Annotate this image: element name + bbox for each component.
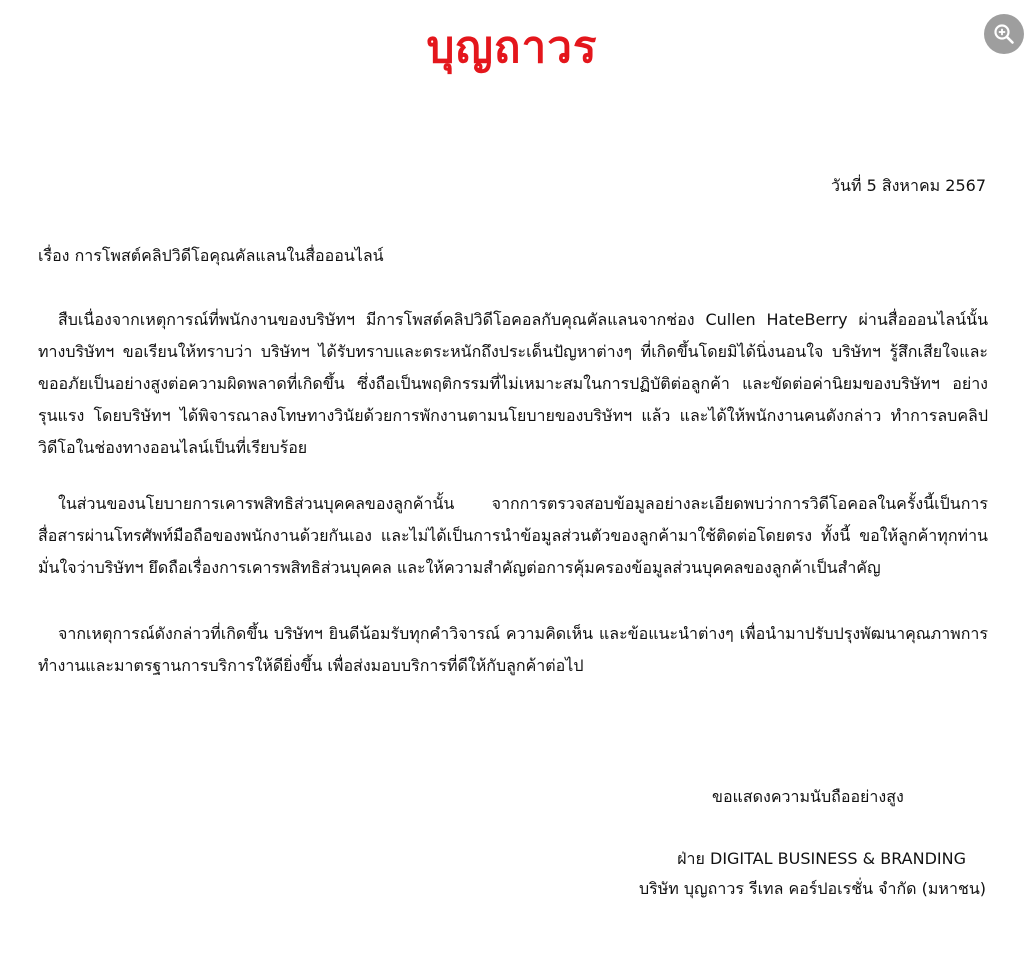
letter-subject: เรื่อง การโพสต์คลิปวิดีโอคุณคัลแลนในสื่อออนไลน์ [38,246,384,265]
signature-company: บริษัท บุญถาวร รีเทล คอร์ปอเรชั่น จำกัด (มหาชน) [638,879,986,898]
zoom-in-icon [993,23,1015,45]
signature-department: ฝ่าย DIGITAL BUSINESS & BRANDING [677,849,966,868]
paragraph-privacy-policy: ในส่วนของนโยบายการเคารพสิทธิส่วนบุคคลของลูกค้านั้น จากการตรวจสอบข้อมูลอย่างละเอียดพบว่าการวิดีโอคอลในครั้งนี้เป็นการสื่อสารผ่านโทรศัพท์มือถือของพนักงานด้วยกันเอง และไม่ได้เป็นการนำข้อมูลส่วนตัวของลูกค้ามาใช้ติดต่อโดยตรง ทั้งนี้ ขอให้ลูกค้าทุกท่านมั่นใจว่าบริษัทฯ ยึดถือเรื่องการเคารพสิทธิส่วนบุคคล และให้ความสำคัญต่อการคุ้มครองข้อมูลส่วนบุคคลของลูกค้าเป็นสำคัญ [38,494,988,577]
closing-salutation: ขอแสดงความนับถืออย่างสูง [712,787,904,806]
letter-date: วันที่ 5 สิงหาคม 2567 [831,176,986,195]
paragraph-apology: สืบเนื่องจากเหตุการณ์ที่พนักงานของบริษัทฯ มีการโพสต์คลิปวิดีโอคอลกับคุณคัลแลนจากช่อง Cullen HateBerry ผ่านสื่อออนไลน์นั้น ทางบริษัทฯ ขอเรียนให้ทราบว่า บริษัทฯ ได้รับทราบและตระหนักถึงประเด็นปัญหาต่างๆ ที่เกิดขึ้นโดยมิได้นิ่งนอนใจ บริษัทฯ รู้สึกเสียใจและขออภัยเป็นอย่างสูงต่อความผิดพลาดที่เกิดขึ้น ซึ่งถือเป็นพฤติกรรมที่ไม่เหมาะสมในการปฏิบัติต่อลูกค้า และขัดต่อค่านิยมของบริษัทฯ อย่างรุนแรง โดยบริษัทฯ ได้พิจารณาลงโทษทางวินัยด้วยการพักงานตามนโยบายของบริษัทฯ แล้ว และได้ให้พนักงานคนดังกล่าว ทำการลบคลิปวิดีโอในช่องทางออนไลน์เป็นที่เรียบร้อย [38,310,988,457]
zoom-in-button[interactable] [984,14,1024,54]
paragraph-improvement: จากเหตุการณ์ดังกล่าวที่เกิดขึ้น บริษัทฯ ยินดีน้อมรับทุกคำวิจารณ์ ความคิดเห็น และข้อแนะนำต่างๆ เพื่อนำมาปรับปรุงพัฒนาคุณภาพการทำงานและมาตรฐานการบริการให้ดียิ่งขึ้น เพื่อส่งมอบบริการที่ดีให้กับลูกค้าต่อไป [38,624,988,675]
brand-logo: บุญถาวร [426,22,598,73]
